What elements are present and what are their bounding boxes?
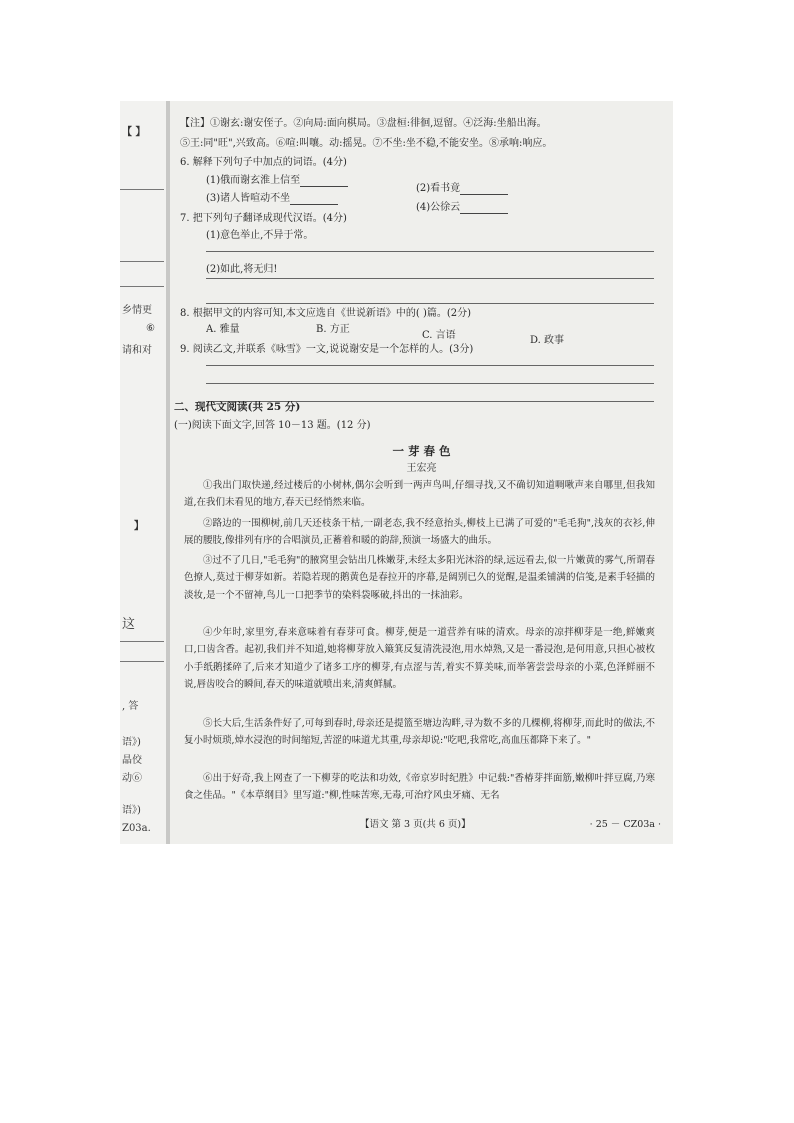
answer-line	[206, 251, 654, 252]
question-8-option-a: A. 雅量	[206, 324, 240, 335]
question-8-option-d: D. 政事	[530, 335, 565, 346]
question-7-title: 7. 把下列句子翻译成现代汉语。(4分)	[180, 213, 347, 224]
question-6-item-1: (1)俄而谢玄淮上信至	[206, 174, 406, 187]
question-8-option-c: C. 言语	[422, 330, 456, 341]
left-fragment: 乡情更	[122, 305, 152, 316]
section-2-title: 二、现代文阅读(共 25 分)	[174, 401, 301, 413]
left-bracket-top: 【 】	[122, 127, 146, 138]
page-footer	[170, 816, 673, 832]
question-6-item-3: (3)诸人皆喧动不坐	[206, 192, 406, 205]
article-paragraph-3: ③过不了几日,"毛毛狗"的腋窝里会钻出几株嫩芽,未经太多阳光沐浴的绿,远远看去,似一片嫩黄的雾气,所谓春色撩人,莫过于柳芽如新。若隐若现的鹅黄色是春拉开的序幕,是阔别已久的觉醒,是温柔铺满的信笺,是素手轻描的淡妆,是一个不留神,鸟儿一口把季节的染料袋啄破,抖出的一抹油彩。	[184, 555, 655, 601]
left-fragment: 这	[122, 617, 136, 632]
left-fragment: ⑥	[146, 323, 155, 334]
scanned-page-photo	[120, 101, 673, 844]
answer-line	[206, 278, 654, 279]
left-fragment: 请和对	[122, 345, 152, 356]
left-fragment: , 答	[122, 701, 139, 712]
article-title: 一 芽 春 色	[392, 444, 451, 458]
annotation-line-2: ⑤王:同"旺",兴致高。⑥喧:叫嚷。动:摇晃。⑦不坐:坐不稳,不能安坐。⑧承响:响应。	[180, 138, 553, 149]
question-6-title: 6. 解释下列句子中加点的词语。(4分)	[180, 157, 347, 168]
annotation-line-1: 【注】①谢玄:谢安侄子。②向局:面向棋局。③盘桓:徘徊,逗留。④泛海:坐船出海。	[180, 118, 547, 129]
left-fragment: Z03a.	[122, 823, 151, 834]
question-6-item-2: (2)看书竟	[416, 182, 596, 195]
left-rule	[120, 261, 164, 262]
left-fragment: 语》)	[122, 805, 141, 816]
article-paragraph-6: ⑥出于好奇,我上网查了一下柳芽的吃法和功效,《帝京岁时纪胜》中记载:"香椿芽拌面筋,嫩柳叶拌豆腐,乃寒食之佳品。"《本草纲目》里写道:"柳,性味苦寒,无毒,可治疗风虫牙痛、无名	[184, 773, 655, 802]
left-fragment: 动⑥	[122, 773, 142, 784]
article-paragraph-1: ①我出门取快递,经过楼后的小树林,偶尔会听到一两声鸟叫,仔细寻找,又不确切知道啁啾声来自哪里,但我知道,在我们未看见的地方,春天已经悄然来临。	[184, 480, 655, 509]
question-7-item-2: (2)如此,将无归!	[206, 264, 278, 275]
article-paragraph-4: ④少年时,家里穷,春来意味着有春芽可食。柳芽,便是一道营养有味的清欢。母亲的凉拌柳芽是一绝,鲜嫩爽口,口齿含香。起初,我们并不知道,她将柳芽放入簸箕反复清洗浸泡,用水焯熟,又是一番浸泡,是何用意,只担心被枚小手纸鹅揉碎了,后来才知道少了诸多工序的柳芽,有点涩与苦,着实不算美味,而举箸尝尝母亲的小菜,色泽鲜丽不说,唇齿咬合的瞬间,春天的味道就喷出来,清爽鲜腻。	[184, 627, 655, 690]
question-6-item-4: (4)公徐云	[416, 201, 596, 214]
exam-code: · 25 － CZ03a ·	[589, 819, 661, 830]
question-7-item-1: (1)意色举止,不异于常。	[206, 230, 314, 241]
left-fragment: 晶佼	[122, 755, 142, 766]
section-2-subtitle: (一)阅读下面文字,回答 10－13 题。(12 分)	[174, 420, 371, 431]
answer-line	[206, 383, 654, 384]
article-author: 王宏亮	[406, 463, 437, 474]
left-fragment: 语》)	[122, 737, 141, 748]
answer-line	[206, 303, 654, 304]
left-rule	[120, 641, 164, 642]
left-rule	[120, 661, 164, 662]
answer-line	[206, 365, 654, 366]
left-bracket-mid: 】	[134, 521, 144, 532]
question-9-title: 9. 阅读乙文,并联系《咏雪》一文,说说谢安是一个怎样的人。(3分)	[180, 344, 474, 355]
page-number: 【语文 第 3 页(共 6 页)】	[360, 819, 471, 830]
article-paragraph-5: ⑤长大后,生活条件好了,可每到春时,母亲还是提篮至塘边沟畔,寻为数不多的几棵柳,将柳芽,而此时的做法,不复小时烦琐,焯水浸泡的时间缩短,苦涩的味道尤其重,母亲却说:"吃吧,我常吃,高血压都降下来了。"	[184, 718, 655, 747]
question-8-option-b: B. 方正	[316, 324, 350, 335]
article-paragraph-2: ②路边的一围柳树,前几天还枝条干枯,一副老态,我不经意抬头,柳枝上已满了可爱的"毛毛狗",浅灰的衣衫,伸展的腰肢,像排列有序的合唱演员,正蓄着和暖的韵辞,预演一场盛大的曲乐。	[184, 518, 655, 547]
left-rule	[120, 286, 164, 287]
adjacent-page-strip	[120, 101, 166, 844]
exam-page	[170, 101, 673, 844]
question-8-title: 8. 根据甲文的内容可知,本文应选自《世说新语》中的( )篇。(2分)	[180, 308, 472, 319]
left-rule	[120, 189, 164, 190]
